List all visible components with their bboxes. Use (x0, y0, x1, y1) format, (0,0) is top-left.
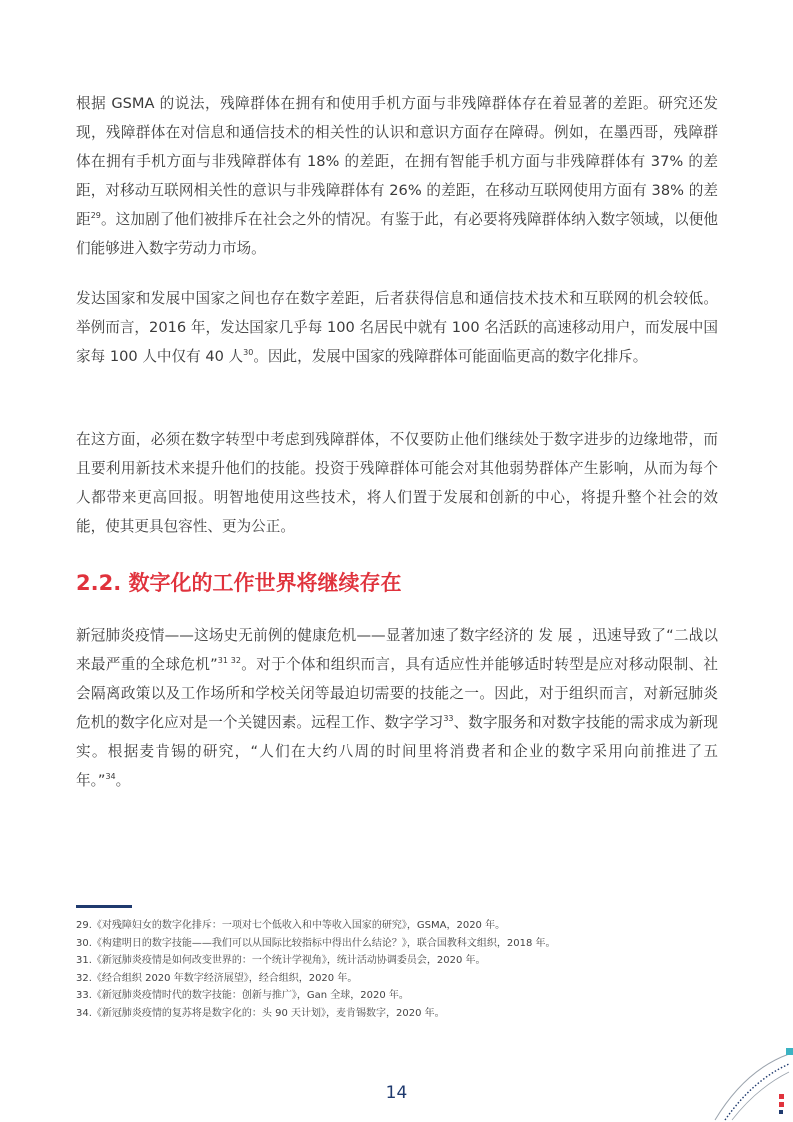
footnote-ref-31-32[interactable]: 31 32 (217, 656, 241, 665)
footnote-item: 34.《新冠肺炎疫情的复苏将是数字化的：头 90 天计划》，麦肯锡数字，2020 年。 (76, 1007, 445, 1019)
body-paragraph-2: 发达国家和发展中国家之间也存在数字差距，后者获得信息和通信技术技术和互联网的机会较低。举例而言，2016 年，发达国家几乎每 100 名居民中就有 100 名活跃的高速移动用户，而发展中国家每 100 人中仅有 40 人$^{30}$。因此，发展中国家的残障群体可能面临更高的数字化排斥。 (76, 290, 718, 365)
footnote-ref-30[interactable]: 30 (243, 348, 254, 357)
page-number: 14 (385, 1083, 408, 1103)
footnote-item: 29.《对残障妇女的数字化排斥：一项对七个低收入和中等收入国家的研究》，GSMA，2020 年。 (76, 920, 506, 931)
footnote-item: 31.《新冠肺炎疫情是如何改变世界的：一个统计学视角》，统计活动协调委员会，2020 年。 (76, 955, 486, 967)
body-paragraph-1: 根据 GSMA 的说法，残障群体在拥有和使用手机方面与非残障群体存在着显著的差距。研究还发现，残障群体在对信息和通信技术的相关性的认识和意识方面存在障碍。例如，在墨西哥，残障群体在拥有手机方面与非残障群体有 18% 的差距，在拥有智能手机方面与非残障群体有 37% 的差距，对移动互联网相关性的意识与非残障群体有 26% 的差距，在移动互联网使用方面有 38% 的差距$^{29}$。这加剧了他们被排斥在社会之外的情况。有鉴于此，有必要将残障群体纳入数字领域，以便他们能够进入数字劳动力市场。 (76, 95, 718, 257)
footnote-ref-29[interactable]: 29 (90, 211, 101, 220)
footnote-item: 32.《经合组织 2020 年数字经济展望》，经合组织，2020 年。 (76, 972, 358, 984)
footnote-ref-33[interactable]: 33 (443, 714, 454, 723)
footnote-list (76, 917, 756, 1023)
body-paragraph-3: 在这方面，必须在数字转型中考虑到残障群体，不仅要防止他们继续处于数字进步的边缘地带，而且要利用新技术来提升他们的技能。投资于残障群体可能会对其他弱势群体产生影响，从而为每个人都带来更高回报。明智地使用这些技术，将人们置于发展和创新的中心，将提升整个社会的效能，使其更具包容性、更为公正。 (76, 431, 718, 535)
section-paragraph: 新冠肺炎疫情——这场史无前例的健康危机——显著加速了数字经济的 发 展 ，迅速导致了“二战以来最严重的全球危机”$^{31 32}$。对于个体和组织而言，具有适应性并能够适时转型是应对移动限制、社会隔离政策以及工作场所和学校关闭等最迫切需要的技能之一。因此，对于组织而言，对新冠肺炎危机的数字化应对是一个关键因素。远程工作、数字学习$^{33}$、数字服务和对数字技能的需求成为新现实。根据麦肯锡的研究，“人们在大约八周的时间里将消费者和企业的数字采用向前推进了五年。”$^{34}$。 (76, 627, 718, 789)
footnote-item: 33.《新冠肺炎疫情时代的数字技能：创新与推广》，Gan 全球，2020 年。 (76, 990, 409, 1002)
corner-decoration-icon (705, 1040, 793, 1122)
footnote-item: 30.《构建明日的数字技能——我们可以从国际比较指标中得出什么结论？》，联合国教科文组织，2018 年。 (76, 937, 556, 949)
footnote-divider (76, 905, 132, 908)
section-heading: 2.2. 数字化的工作世界将继续存在 (76, 571, 402, 595)
footnote-ref-34[interactable]: 34 (105, 772, 116, 781)
